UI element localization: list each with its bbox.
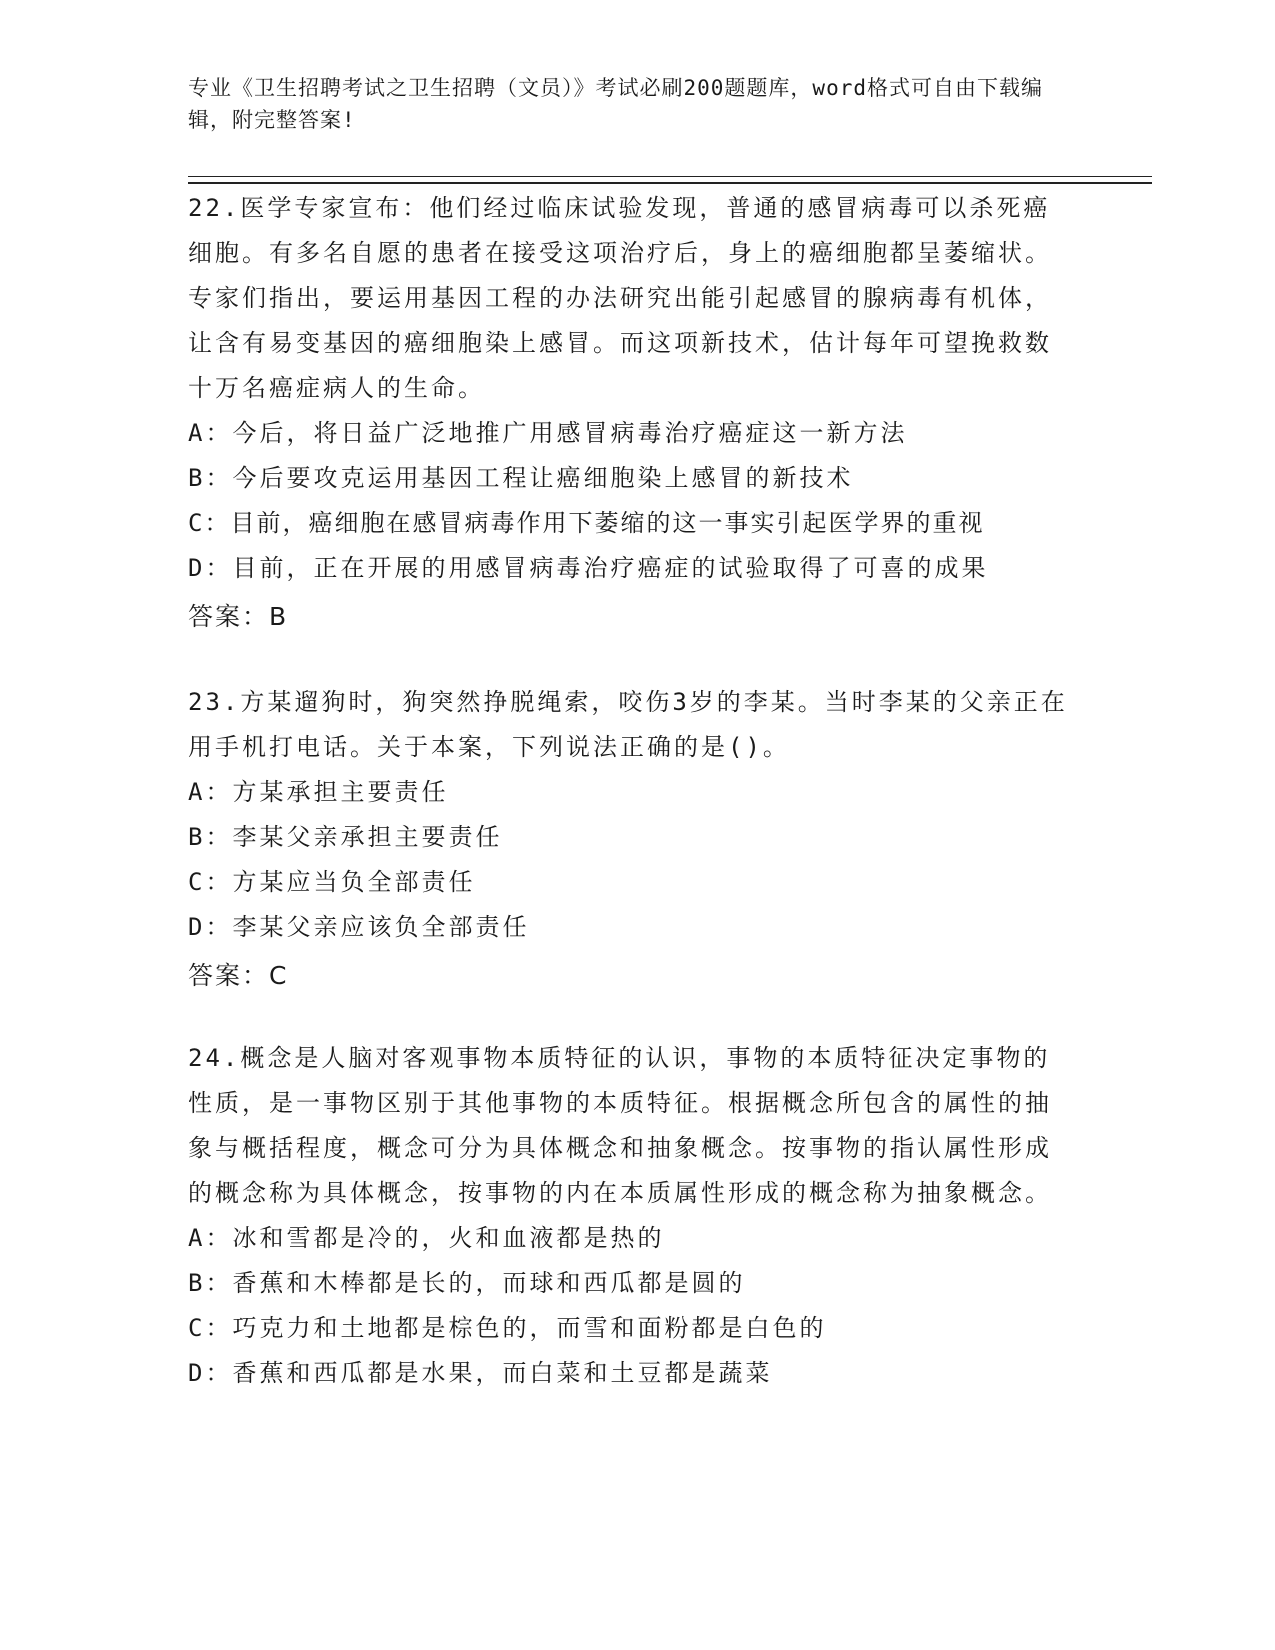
option-b: B：香蕉和木棒都是长的，而球和西瓜都是圆的: [188, 1269, 746, 1297]
question-stem: 24.概念是人脑对客观事物本质特征的认识，事物的本质特征决定事物的性质，是一事物区别于其他事物的本质特征。根据概念所包含的属性的抽象与概括程度，概念可分为具体概念和抽象概念。按事物的指认属性形成的概念称为具体概念，按事物的内在本质属性形成的概念称为抽象概念。: [188, 1044, 1052, 1207]
option-d: D：李某父亲应该负全部责任: [188, 913, 530, 941]
question-23: [188, 680, 1068, 998]
option-c: C：目前，癌细胞在感冒病毒作用下萎缩的这一事实引起医学界的重视: [188, 509, 985, 537]
option-c: C：方某应当负全部责任: [188, 868, 476, 896]
question-stem: 23.方某遛狗时，狗突然挣脱绳索，咬伤3岁的李某。当时李某的父亲正在用手机打电话。关于本案，下列说法正确的是()。: [188, 688, 1068, 761]
option-d: D：目前，正在开展的用感冒病毒治疗癌症的试验取得了可喜的成果: [188, 554, 989, 582]
option-a: A：方某承担主要责任: [188, 778, 449, 806]
answer-label: 答案：B: [188, 602, 289, 631]
question-22: [188, 186, 1068, 639]
option-c: C：巧克力和土地都是棕色的，而雪和面粉都是白色的: [188, 1314, 827, 1342]
option-d: D：香蕉和西瓜都是水果，而白菜和土豆都是蔬菜: [188, 1359, 773, 1387]
document-header: 专业《卫生招聘考试之卫生招聘（文员）》考试必刷200题题库，word格式可自由下载编辑，附完整答案!: [188, 76, 1043, 132]
question-stem: 22.医学专家宣布：他们经过临床试验发现，普通的感冒病毒可以杀死癌细胞。有多名自愿的患者在接受这项治疗后，身上的癌细胞都呈萎缩状。专家们指出，要运用基因工程的办法研究出能引起感冒的腺病毒有机体，让含有易变基因的癌细胞染上感冒。而这项新技术，估计每年可望挽救数十万名癌症病人的生命。: [188, 194, 1052, 402]
option-b: B：今后要攻克运用基因工程让癌细胞染上感冒的新技术: [188, 464, 854, 492]
header-divider: [188, 176, 1152, 184]
option-b: B：李某父亲承担主要责任: [188, 823, 503, 851]
option-a: A：冰和雪都是冷的，火和血液都是热的: [188, 1224, 665, 1252]
answer-label: 答案：C: [188, 961, 289, 990]
option-a: A：今后，将日益广泛地推广用感冒病毒治疗癌症这一新方法: [188, 419, 908, 447]
question-24: [188, 1036, 1068, 1396]
